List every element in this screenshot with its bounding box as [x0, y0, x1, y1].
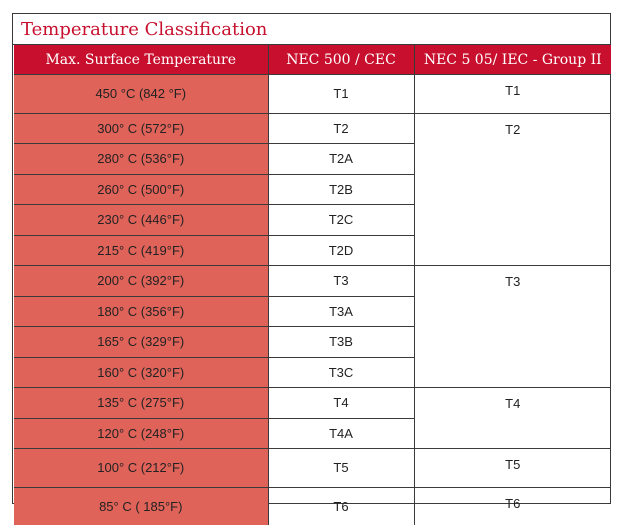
- nec500-class-cell: T4: [268, 388, 414, 419]
- panel-title: Temperature Classification: [13, 14, 610, 45]
- nec500-class-cell: T3B: [268, 327, 414, 358]
- nec500-class-cell: T2A: [268, 144, 414, 175]
- nec505-class-cell: T3: [414, 266, 611, 388]
- nec500-class-cell: T2: [268, 113, 414, 144]
- temperature-cell: 230° C (446°F): [14, 205, 268, 236]
- table-row: [14, 449, 611, 488]
- temperature-cell: 135° C (275°F): [14, 388, 268, 419]
- nec500-class-cell: T6: [268, 487, 414, 525]
- header-nec505-iec-group2: NEC 5 05/ IEC - Group II: [414, 45, 611, 75]
- temperature-cell: 100° C (212°F): [14, 449, 268, 488]
- nec500-class-cell: T2B: [268, 174, 414, 205]
- temperature-cell: 215° C (419°F): [14, 235, 268, 266]
- nec505-class-cell: T4: [414, 388, 611, 449]
- nec500-class-cell: T2D: [268, 235, 414, 266]
- temperature-cell: 450 °C (842 °F): [14, 75, 268, 114]
- nec500-class-cell: T2C: [268, 205, 414, 236]
- nec505-class-cell: T1: [414, 75, 611, 114]
- header-nec500-cec: NEC 500 / CEC: [268, 45, 414, 75]
- nec500-class-cell: T3A: [268, 296, 414, 327]
- temperature-cell: 280° C (536°F): [14, 144, 268, 175]
- table-row: [14, 487, 611, 525]
- nec500-class-cell: T4A: [268, 418, 414, 449]
- header-max-surface-temperature: Max. Surface Temperature: [14, 45, 268, 75]
- classification-table: [14, 45, 611, 525]
- header-row: [14, 45, 611, 75]
- nec500-class-cell: T5: [268, 449, 414, 488]
- temperature-cell: 165° C (329°F): [14, 327, 268, 358]
- temperature-classification-panel: [12, 13, 611, 514]
- table-row: [14, 113, 611, 144]
- temperature-cell: 120° C (248°F): [14, 418, 268, 449]
- nec500-class-cell: T3: [268, 266, 414, 297]
- table-row: [14, 75, 611, 114]
- table-row: [14, 388, 611, 419]
- temperature-cell: 260° C (500°F): [14, 174, 268, 205]
- temperature-cell: 300° C (572°F): [14, 113, 268, 144]
- nec505-class-cell: T6: [414, 487, 611, 525]
- table-row: [14, 266, 611, 297]
- temperature-cell: 200° C (392°F): [14, 266, 268, 297]
- nec505-class-cell: T2: [414, 113, 611, 266]
- temperature-cell: 160° C (320°F): [14, 357, 268, 388]
- nec505-class-cell: T5: [414, 449, 611, 488]
- nec500-class-cell: T1: [268, 75, 414, 114]
- temperature-cell: 180° C (356°F): [14, 296, 268, 327]
- temperature-cell: 85° C ( 185°F): [14, 487, 268, 525]
- nec500-class-cell: T3C: [268, 357, 414, 388]
